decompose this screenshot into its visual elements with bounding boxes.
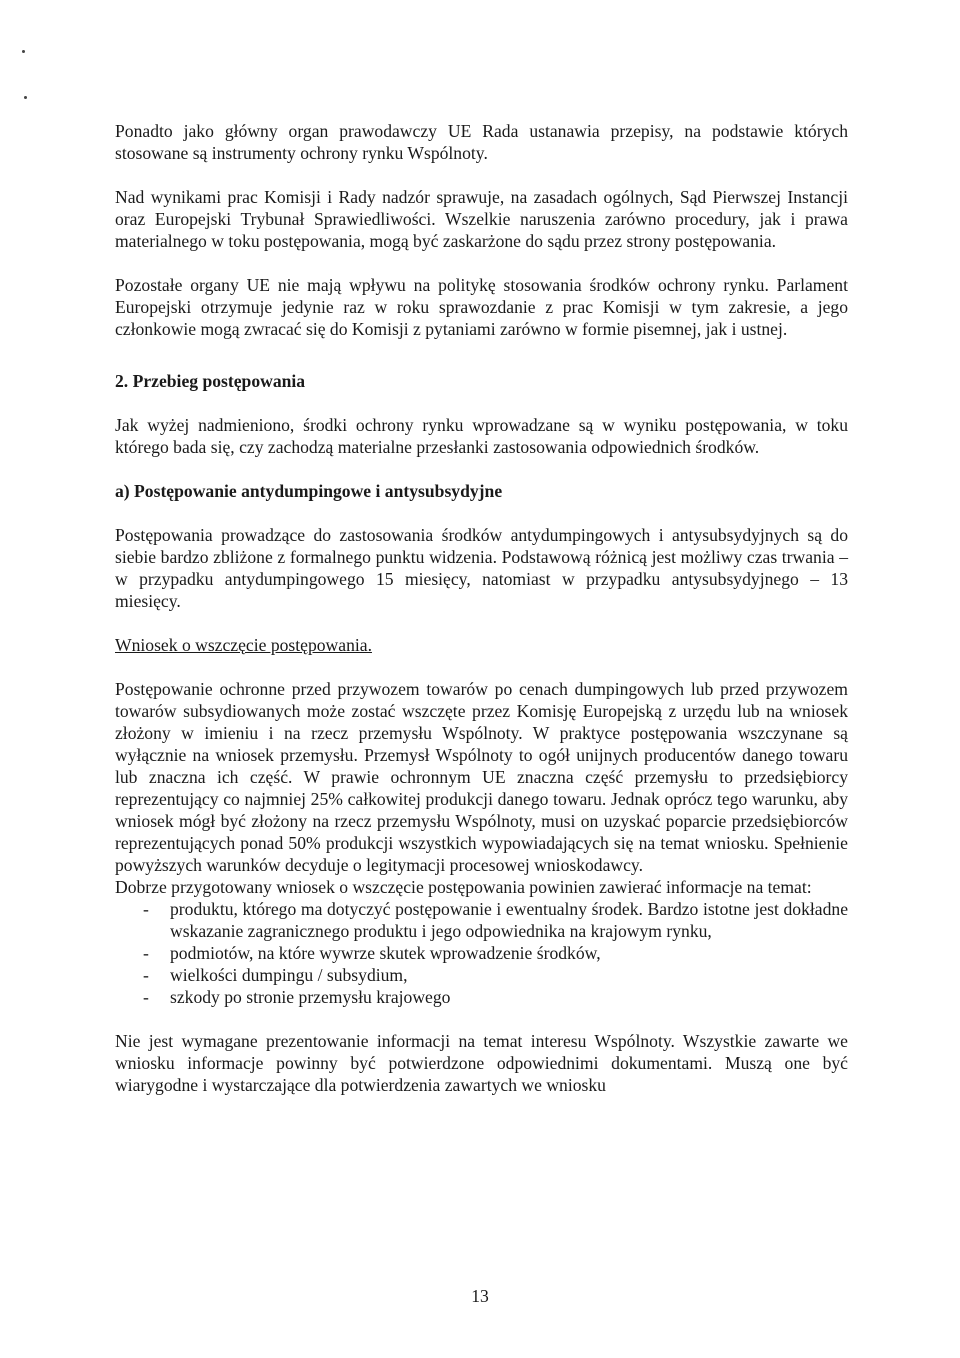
dash-bullet: - bbox=[143, 965, 149, 985]
list-item bbox=[115, 942, 848, 964]
list-item bbox=[115, 964, 848, 986]
scan-speck bbox=[24, 96, 27, 99]
page-number: 13 bbox=[471, 1286, 489, 1306]
dash-bullet: - bbox=[143, 987, 149, 1007]
section-heading: 2. Przebieg postępowania bbox=[115, 371, 306, 391]
paragraph: Jak wyżej nadmieniono, środki ochrony rynku wprowadzane są w wyniku postępowania, w toku którego bada się, czy zachodzą materialne przesłanki zastosowania odpowiednich środków. bbox=[115, 415, 848, 457]
subsection-heading: a) Postępowanie antydumpingowe i antysubsydyjne bbox=[115, 481, 503, 501]
list-item-text: podmiotów, na które wywrze skutek wprowadzenie środków, bbox=[170, 943, 601, 963]
paragraph: Postępowania prowadzące do zastosowania środków antydumpingowych i antysubsydyjnych są do siebie bardzo zbliżone z formalnego punktu widzenia. Podstawową różnicą jest możliwy czas trwania – w przypadku antydumpingowego 15 miesięcy, natomiast w przypadku antysubsydyjnego – 13 miesięcy. bbox=[115, 525, 848, 611]
paragraph: Postępowanie ochronne przed przywozem towarów po cenach dumpingowych lub przed przywozem towarów subsydiowanych może zostać wszczęte przez Komisję Europejską z urzędu lub na wniosek złożony w imieniu i na rzecz przemysłu Wspólnoty. W praktyce postępowania wszczynane są wyłącznie na wniosek przemysłu. Przemysł Wspólnoty to ogół unijnych producentów danego towaru lub znaczna ich część. W prawie ochronnym UE znaczna część przemysłu to przedsiębiorcy reprezentujący co najmniej 25% całkowitej produkcji danego towaru. Jednak oprócz tego warunku, aby wniosek mógł być złożony na rzecz przemysłu Wspólnoty, musi on uzyskać poparcie przedsiębiorców reprezentujących ponad 50% produkcji wszystkich wypowiadających się na temat wniosku. Spełnienie powyższych warunków decyduje o legitymacji procesowej wnioskodawcy. bbox=[115, 679, 848, 875]
underlined-heading: Wniosek o wszczęcie postępowania. bbox=[115, 635, 372, 655]
paragraph: Dobrze przygotowany wniosek o wszczęcie postępowania powinien zawierać informacje na temat: bbox=[115, 877, 812, 897]
list-item-text: szkody po stronie przemysłu krajowego bbox=[170, 987, 451, 1007]
paragraph: Ponadto jako główny organ prawodawczy UE Rada ustanawia przepisy, na podstawie których stosowane są instrumenty ochrony rynku Wspólnoty. bbox=[115, 121, 848, 163]
paragraph: Pozostałe organy UE nie mają wpływu na politykę stosowania środków ochrony rynku. Parlament Europejski otrzymuje jedynie raz w roku sprawozdanie z prac Komisji w tym zakresie, a jego członkowie mogą zwracać się do Komisji z pytaniami zarówno w formie pisemnej, jak i ustnej. bbox=[115, 275, 848, 339]
paragraph: Nad wynikami prac Komisji i Rady nadzór sprawuje, na zasadach ogólnych, Sąd Pierwszej Instancji oraz Europejski Trybunał Sprawiedliwości. Wszelkie naruszenia zarówno procedury, jak i prawa materialnego w toku postępowania, mogą być zaskarżone do sądu przez strony postępowania. bbox=[115, 187, 848, 251]
list-item bbox=[115, 986, 848, 1008]
dash-bullet: - bbox=[143, 943, 149, 963]
list-item bbox=[115, 898, 848, 942]
document-body bbox=[115, 120, 848, 1096]
list-item-text: produktu, którego ma dotyczyć postępowanie i ewentualny środek. Bardzo istotne jest dokładne wskazanie zagranicznego produktu i jego odpowiednika na krajowym rynku, bbox=[170, 899, 848, 941]
dash-bullet: - bbox=[143, 899, 149, 919]
paragraph: Nie jest wymagane prezentowanie informacji na temat interesu Wspólnoty. Wszystkie zawarte we wniosku informacje powinny być potwierdzone odpowiednimi dokumentami. Muszą one być wiarygodne i wystarczające dla potwierdzenia zawartych we wniosku bbox=[115, 1031, 848, 1095]
list-item-text: wielkości dumpingu / subsydium, bbox=[170, 965, 408, 985]
scan-speck bbox=[22, 50, 25, 53]
requirements-list bbox=[115, 898, 848, 1008]
